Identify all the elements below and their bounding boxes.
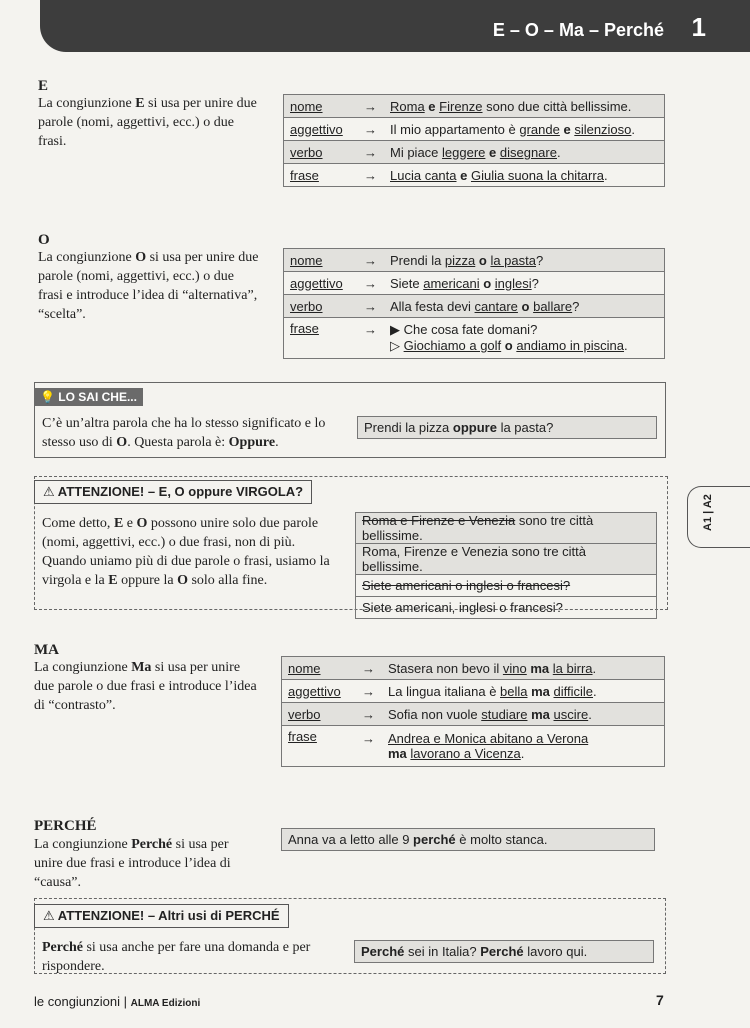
table-row: frase → Lucia canta e Giulia suona la chitarra. <box>284 164 665 187</box>
section-desc-perche: La congiunzione Perché si usa per unire due frasi e introduce l’idea di “causa”. <box>34 837 231 890</box>
warning-icon: ⚠ <box>43 908 55 923</box>
table-row: nome → Prendi la pizza o la pasta? <box>284 249 665 272</box>
footer-topic: le congiunzioni <box>34 994 121 1009</box>
lo-sai-text: C’è un’altra parola che ha lo stesso significato e lo stesso uso di O. Questa parola è: Oppure. <box>42 416 326 450</box>
attention-tag-1: ⚠ ATTENZIONE! – E, O oppure VIRGOLA? <box>34 480 312 504</box>
section-title-ma: MA <box>34 642 59 658</box>
table-row: Roma e Firenze e Venezia sono tre città bellissime. <box>356 513 657 544</box>
header-title: E – O – Ma – Perché <box>492 20 664 40</box>
table-row: Siete americani o inglesi o francesi? <box>356 575 657 597</box>
perche-example: Anna va a letto alle 9 perché è molto stanca. <box>281 828 655 851</box>
attention-examples-1 <box>355 512 657 619</box>
chapter-number: 1 <box>691 12 706 42</box>
table-row: verbo → Alla festa devi cantare o ballare? <box>284 295 665 318</box>
examples-table-o <box>283 248 665 359</box>
page-number: 7 <box>656 992 664 1008</box>
table-row: aggettivo → Il mio appartamento è grande e silenzioso. <box>284 118 665 141</box>
section-title-perche: PERCHÉ <box>34 818 97 834</box>
table-row: nome → Stasera non bevo il vino ma la birra. <box>282 657 665 680</box>
perche-question-example: Perché sei in Italia? Perché lavoro qui. <box>354 940 654 963</box>
lightbulb-icon: 💡 <box>40 390 55 404</box>
section-title-e: E <box>38 78 49 94</box>
lo-sai-example: Prendi la pizza oppure la pasta? <box>357 416 657 439</box>
table-row: frase → Andrea e Monica abitano a Verona ma lavorano a Vicenza. <box>282 726 665 767</box>
table-row: verbo → Mi piace leggere e disegnare. <box>284 141 665 164</box>
table-row: Roma, Firenze e Venezia sono tre città bellissime. <box>356 544 657 575</box>
table-row: nome → Roma e Firenze sono due città bellissime. <box>284 95 665 118</box>
attention-text-2: Perché si usa anche per fare una domanda e per rispondere. <box>42 940 311 974</box>
table-row: frase → ▶ Che cosa fate domani? ▷ Giochiamo a golf o andiamo in piscina. <box>284 318 665 359</box>
table-row: aggettivo → Siete americani o inglesi? <box>284 272 665 295</box>
examples-table-ma <box>281 656 665 767</box>
page-header <box>40 0 750 52</box>
table-row: aggettivo → La lingua italiana è bella ma difficile. <box>282 680 665 703</box>
attention-tag-2: ⚠ ATTENZIONE! – Altri usi di PERCHÉ <box>34 904 289 928</box>
footer-publisher: ALMA Edizioni <box>130 998 201 1009</box>
footer: le congiunzioni | ALMA Edizioni <box>34 994 201 1009</box>
section-desc-o: La congiunzione O si usa per unire due parole (nomi, aggettivi, ecc.) o due frasi e introduce l’idea di “alternativa”, “scelta”. <box>38 250 259 322</box>
section-desc-e: La congiunzione E si usa per unire due parole (nomi, aggettivi, ecc.) o due frasi. <box>38 96 257 149</box>
level-side-tab: A1 | A2 <box>687 486 750 548</box>
examples-table-e <box>283 94 665 187</box>
table-row: verbo → Sofia non vuole studiare ma uscire. <box>282 703 665 726</box>
section-desc-ma: La congiunzione Ma si usa per unire due parole o due frasi e introduce l’idea di “contrasto”. <box>34 660 257 713</box>
table-row: Siete americani, inglesi o francesi? <box>356 597 657 619</box>
section-title-o: O <box>38 232 50 248</box>
attention-text-1: Come detto, E e O possono unire solo due parole (nomi, aggettivi, ecc.) o due frasi, non di più. Quando uniamo più di due parole o frasi, usiamo la virgola e la E oppure la O solo alla fine. <box>42 516 330 588</box>
lo-sai-tag: 💡 LO SAI CHE... <box>34 388 143 406</box>
warning-icon: ⚠ <box>43 484 55 499</box>
